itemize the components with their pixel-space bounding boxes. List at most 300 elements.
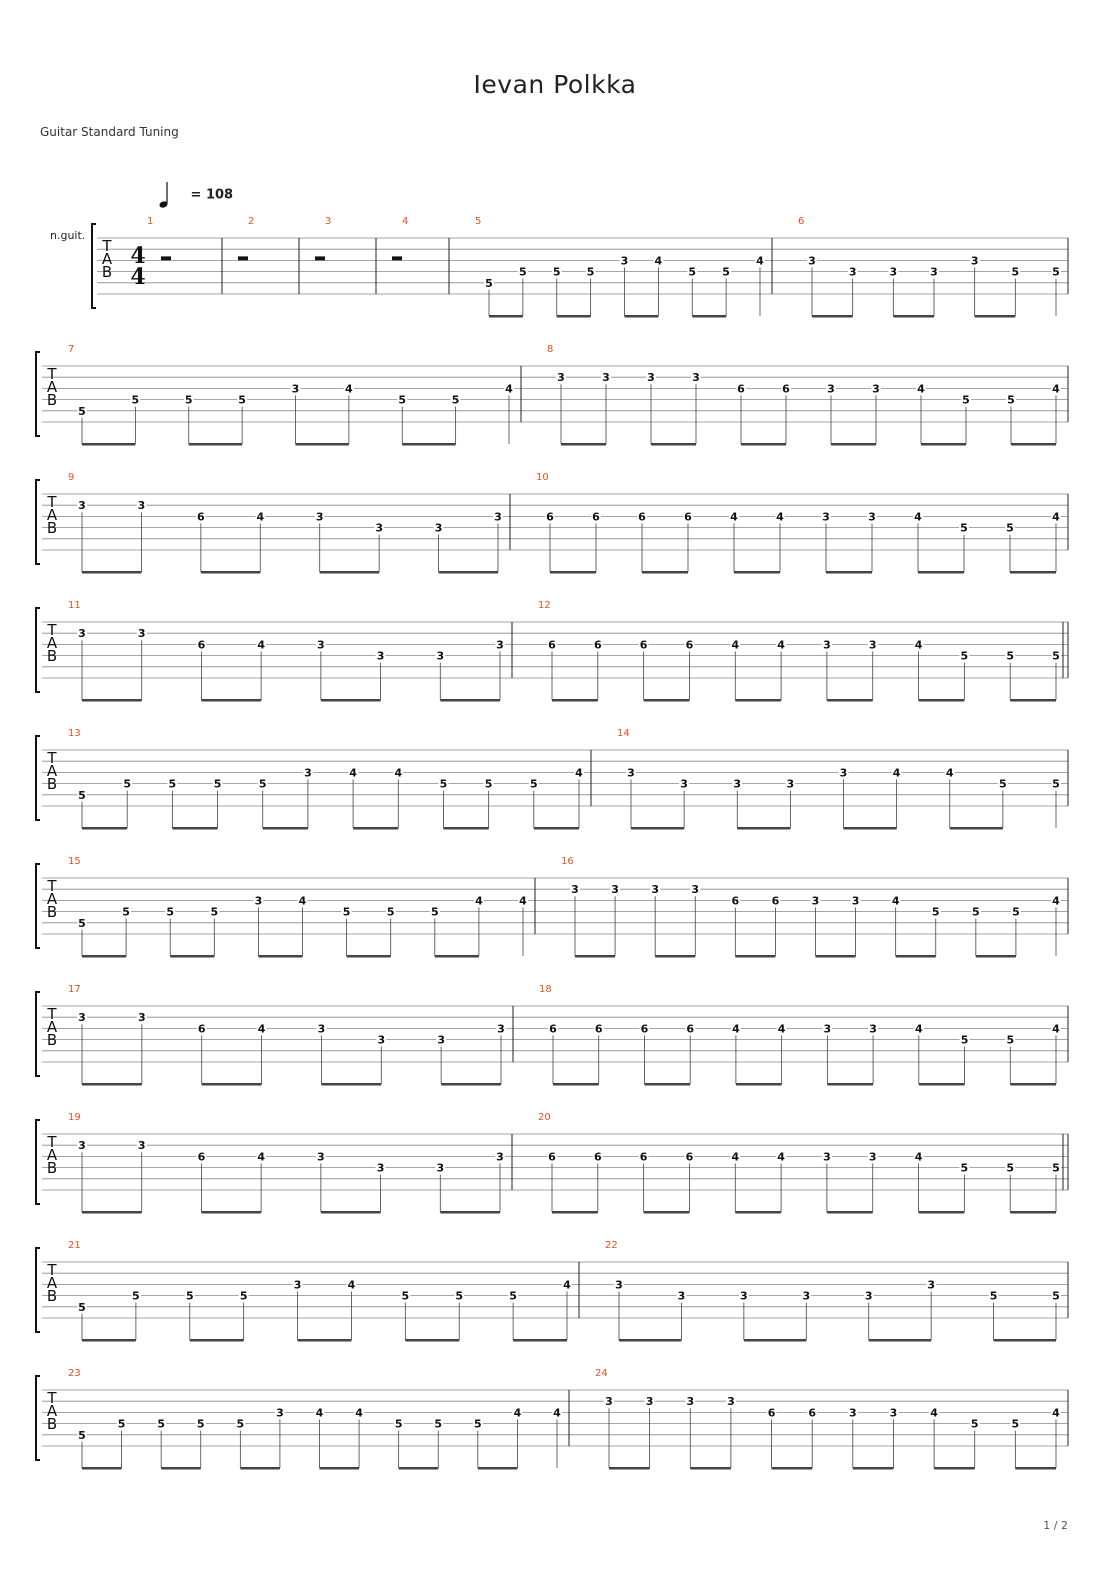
- beam: [919, 699, 965, 702]
- beam: [734, 571, 780, 574]
- beam: [82, 443, 135, 446]
- fret-number: 3: [434, 521, 443, 535]
- fret-number: 4: [776, 510, 784, 524]
- beam: [321, 1083, 381, 1086]
- beam: [441, 1083, 501, 1086]
- beam: [82, 1339, 136, 1342]
- fret-number: 5: [960, 649, 969, 663]
- song-title: Ievan Polkka: [473, 70, 637, 99]
- bar-number: 24: [595, 1368, 608, 1379]
- beam: [202, 1083, 262, 1086]
- fret-number: 5: [552, 265, 561, 279]
- fret-number: 3: [808, 254, 816, 268]
- fret-number: 5: [485, 276, 493, 290]
- fret-number: 3: [872, 382, 880, 396]
- fret-number: 5: [123, 777, 132, 791]
- fret-number: 3: [868, 638, 877, 652]
- fret-number: 6: [684, 510, 692, 524]
- fret-number: 6: [767, 1406, 776, 1420]
- beam: [405, 1339, 459, 1342]
- fret-number: 4: [731, 1150, 740, 1164]
- fret-number: 4: [347, 1278, 356, 1292]
- fret-number: 3: [839, 766, 848, 780]
- fret-number: 4: [914, 638, 923, 652]
- fret-number: 4: [777, 1150, 785, 1164]
- fret-number: 3: [496, 1150, 504, 1164]
- fret-number: 3: [138, 1011, 146, 1025]
- beam: [642, 571, 688, 574]
- beam: [557, 315, 591, 318]
- tab-clef-letter: B: [46, 647, 58, 665]
- fret-number: 4: [756, 254, 764, 268]
- beam: [201, 699, 261, 702]
- fret-number: 5: [931, 905, 940, 919]
- fret-number: 5: [401, 1289, 410, 1303]
- fret-number: 3: [137, 1139, 146, 1153]
- fret-number: 5: [78, 916, 86, 930]
- fret-number: 6: [593, 638, 602, 652]
- fret-number: 4: [519, 894, 527, 908]
- fret-number: 4: [394, 766, 403, 780]
- bar-number: 6: [798, 216, 805, 227]
- tab-clef-letter: B: [46, 391, 58, 409]
- fret-number: 3: [304, 766, 312, 780]
- tab-clef-letter: A: [46, 890, 58, 908]
- beam: [263, 827, 308, 830]
- bar-number: 11: [68, 600, 81, 611]
- fret-number: 3: [615, 1278, 623, 1292]
- beam: [994, 1339, 1056, 1342]
- fret-number: 4: [256, 510, 265, 524]
- fret-number: 3: [889, 1406, 898, 1420]
- beam: [893, 315, 934, 318]
- fret-number: 3: [602, 371, 610, 385]
- tab-system: [36, 856, 1068, 958]
- fret-number: 5: [1052, 649, 1060, 663]
- beam: [440, 699, 500, 702]
- fret-number: 5: [430, 905, 439, 919]
- fret-number: 3: [376, 649, 385, 663]
- beam: [735, 1211, 781, 1214]
- beam: [735, 955, 775, 958]
- instrument-label: n.guit.: [50, 229, 86, 242]
- fret-number: 3: [651, 883, 659, 897]
- fret-number: 6: [639, 638, 648, 652]
- system-bracket: [36, 736, 40, 820]
- beam: [844, 827, 897, 830]
- fret-number: 5: [168, 777, 177, 791]
- beam: [735, 699, 781, 702]
- fret-number: 3: [864, 1289, 873, 1303]
- beam: [950, 827, 1003, 830]
- fret-number: 5: [213, 777, 222, 791]
- fret-number: 4: [730, 510, 738, 524]
- beam: [919, 1211, 965, 1214]
- fret-number: 3: [78, 499, 86, 513]
- beam: [644, 1083, 690, 1086]
- fret-number: 5: [972, 905, 980, 919]
- fret-number: 3: [620, 254, 629, 268]
- fret-number: 3: [293, 1278, 302, 1292]
- fret-number: 4: [257, 638, 265, 652]
- fret-number: 5: [1052, 1289, 1060, 1303]
- fret-number: 3: [496, 638, 504, 652]
- beam: [170, 955, 214, 958]
- fret-number: 4: [553, 1406, 561, 1420]
- fret-number: 3: [291, 382, 300, 396]
- fret-number: 3: [970, 254, 979, 268]
- beam: [190, 1339, 244, 1342]
- beam: [976, 955, 1016, 958]
- beam: [435, 955, 479, 958]
- fret-number: 3: [254, 894, 263, 908]
- fret-number: 5: [962, 393, 970, 407]
- beam: [82, 1083, 142, 1086]
- fret-number: 4: [891, 894, 900, 908]
- bar-number: 12: [538, 600, 551, 611]
- beam: [744, 1339, 806, 1342]
- beam: [161, 1467, 201, 1470]
- beam: [644, 699, 690, 702]
- fret-number: 3: [786, 777, 795, 791]
- fret-number: 4: [1052, 1022, 1060, 1036]
- fret-number: 5: [439, 777, 448, 791]
- tab-clef-letter: T: [47, 1261, 57, 1279]
- tab-clef-letter: B: [101, 263, 113, 281]
- fret-number: 4: [257, 1022, 266, 1036]
- beam: [439, 571, 498, 574]
- fret-number: 4: [575, 766, 583, 780]
- fret-number: 3: [868, 510, 876, 524]
- fret-number: 3: [436, 1161, 445, 1175]
- beam: [298, 1339, 352, 1342]
- fret-number: 3: [848, 265, 857, 279]
- fret-number: 6: [686, 1022, 695, 1036]
- fret-number: 4: [914, 1150, 923, 1164]
- fret-number: 6: [197, 1022, 206, 1036]
- beam: [737, 827, 790, 830]
- beam: [827, 1211, 873, 1214]
- fret-number: 3: [78, 1011, 86, 1025]
- fret-number: 4: [345, 382, 353, 396]
- beam: [827, 1083, 873, 1086]
- beam: [82, 955, 126, 958]
- system-bracket: [36, 608, 40, 692]
- fret-number: 6: [548, 1150, 556, 1164]
- fret-number: 5: [258, 777, 267, 791]
- beam: [550, 571, 596, 574]
- tab-clef-letter: A: [46, 634, 58, 652]
- fret-number: 4: [930, 1406, 938, 1420]
- half-rest: [161, 256, 171, 260]
- fret-number: 4: [1052, 1406, 1060, 1420]
- fret-number: 5: [184, 393, 193, 407]
- fret-number: 5: [1052, 1161, 1060, 1175]
- fret-number: 4: [355, 1406, 363, 1420]
- fret-number: 5: [1011, 1417, 1020, 1431]
- fret-number: 5: [210, 905, 219, 919]
- fret-number: 3: [927, 1278, 935, 1292]
- tab-clef-letter: A: [46, 1146, 58, 1164]
- fret-number: 3: [317, 638, 325, 652]
- fret-number: 5: [451, 393, 460, 407]
- fret-number: 6: [808, 1406, 817, 1420]
- fret-number: 3: [823, 1150, 831, 1164]
- fret-number: 3: [571, 883, 579, 897]
- fret-number: 3: [276, 1406, 284, 1420]
- fret-number: 3: [802, 1289, 811, 1303]
- fret-number: 3: [680, 777, 688, 791]
- time-signature-top: 4: [130, 243, 146, 269]
- tab-system: [36, 1240, 1068, 1342]
- tab-system: [36, 472, 1068, 574]
- fret-number: 5: [78, 1300, 86, 1314]
- fret-number: 5: [1006, 649, 1015, 663]
- bar-number: 4: [402, 216, 409, 227]
- fret-number: 5: [1006, 521, 1014, 535]
- fret-number: 3: [822, 510, 830, 524]
- fret-number: 4: [315, 1406, 324, 1420]
- fret-number: 5: [519, 265, 527, 279]
- fret-number: 3: [740, 1289, 748, 1303]
- fret-number: 3: [605, 1395, 613, 1409]
- tab-system: [36, 600, 1068, 702]
- fret-number: 5: [970, 1417, 979, 1431]
- fret-number: 5: [1007, 393, 1015, 407]
- tab-clef-letter: T: [47, 621, 57, 639]
- beam: [1010, 1211, 1056, 1214]
- fret-number: 6: [593, 1150, 602, 1164]
- fret-number: 3: [437, 1033, 445, 1047]
- fret-number: 5: [78, 1428, 86, 1442]
- fret-number: 6: [737, 382, 745, 396]
- fret-number: 5: [185, 1289, 194, 1303]
- fret-number: 3: [851, 894, 860, 908]
- tab-system: [92, 216, 1068, 318]
- fret-number: 3: [315, 510, 324, 524]
- fret-number: 4: [298, 894, 307, 908]
- beam: [918, 571, 964, 574]
- fret-number: 4: [731, 638, 740, 652]
- fret-number: 5: [166, 905, 175, 919]
- beam: [619, 1339, 681, 1342]
- tab-clef-letter: B: [46, 903, 58, 921]
- tab-clef-letter: B: [46, 775, 58, 793]
- beam: [443, 827, 488, 830]
- fret-number: 3: [727, 1395, 735, 1409]
- fret-number: 6: [592, 510, 600, 524]
- fret-number: 4: [505, 382, 513, 396]
- beam: [296, 443, 349, 446]
- fret-number: 3: [376, 1161, 385, 1175]
- beam: [812, 315, 853, 318]
- fret-number: 3: [645, 1395, 654, 1409]
- beam: [896, 955, 936, 958]
- bar-number: 23: [68, 1368, 81, 1379]
- fret-number: 4: [563, 1278, 571, 1292]
- fret-number: 3: [691, 883, 700, 897]
- fret-number: 5: [236, 1417, 245, 1431]
- tab-system: [36, 1112, 1068, 1214]
- bar-number: 8: [547, 344, 554, 355]
- beam: [478, 1467, 518, 1470]
- tab-clef-letter: T: [47, 749, 57, 767]
- fret-number: 5: [386, 905, 395, 919]
- fret-number: 5: [529, 777, 538, 791]
- tab-clef-letter: B: [46, 1031, 58, 1049]
- fret-number: 6: [546, 510, 554, 524]
- beam: [172, 827, 217, 830]
- fret-number: 5: [78, 788, 86, 802]
- beam: [553, 1083, 599, 1086]
- fret-number: 5: [1012, 905, 1020, 919]
- beam: [561, 443, 606, 446]
- bar-number: 17: [68, 984, 81, 995]
- fret-number: 3: [848, 1406, 857, 1420]
- system-bracket: [36, 1120, 40, 1204]
- beam: [625, 315, 659, 318]
- bar-number: 14: [617, 728, 630, 739]
- fret-number: 3: [827, 382, 835, 396]
- tab-clef-letter: B: [46, 519, 58, 537]
- fret-number: 6: [594, 1022, 603, 1036]
- fret-number: 3: [377, 1033, 386, 1047]
- fret-number: 4: [1052, 510, 1060, 524]
- fret-number: 4: [917, 382, 925, 396]
- beam: [651, 443, 696, 446]
- fret-number: 5: [1052, 265, 1060, 279]
- fret-number: 5: [239, 1289, 248, 1303]
- beam: [82, 1467, 122, 1470]
- tempo-value: = 108: [190, 187, 234, 203]
- bar-number: 13: [68, 728, 81, 739]
- time-signature-bottom: 4: [130, 264, 146, 290]
- fret-number: 4: [777, 1022, 786, 1036]
- beam: [513, 1339, 567, 1342]
- system-bracket: [36, 992, 40, 1076]
- beam: [934, 1467, 975, 1470]
- fret-number: 4: [892, 766, 901, 780]
- beam: [921, 443, 966, 446]
- bar-number: 7: [68, 344, 75, 355]
- fret-number: 5: [1011, 265, 1020, 279]
- beam: [440, 1211, 500, 1214]
- bar-number: 19: [68, 1112, 81, 1123]
- fret-number: 5: [688, 265, 697, 279]
- fret-number: 5: [586, 265, 595, 279]
- beam: [189, 443, 242, 446]
- beam: [831, 443, 876, 446]
- fret-number: 3: [733, 777, 742, 791]
- tab-clef-letter: B: [46, 1159, 58, 1177]
- bar-number: 21: [68, 1240, 81, 1251]
- beam: [552, 699, 598, 702]
- bar-number: 2: [248, 216, 255, 227]
- beam: [82, 1211, 142, 1214]
- fret-number: 6: [548, 638, 556, 652]
- tab-clef-letter: T: [47, 365, 57, 383]
- system-bracket: [36, 1376, 40, 1460]
- beam: [320, 571, 379, 574]
- fret-number: 3: [78, 1139, 86, 1153]
- fret-number: 3: [78, 627, 86, 641]
- beam: [975, 315, 1016, 318]
- fret-number: 5: [960, 1033, 969, 1047]
- tab-clef-letter: T: [47, 493, 57, 511]
- tab-clef-letter: T: [47, 1005, 57, 1023]
- beam: [826, 571, 872, 574]
- fret-number: 6: [638, 510, 646, 524]
- fret-number: 3: [494, 510, 502, 524]
- fret-number: 3: [137, 627, 146, 641]
- fret-number: 5: [509, 1289, 517, 1303]
- fret-number: 6: [197, 510, 205, 524]
- fret-number: 3: [868, 1150, 877, 1164]
- fret-number: 3: [930, 265, 938, 279]
- beam: [631, 827, 684, 830]
- bar-number: 20: [538, 1112, 551, 1123]
- page-number: 1 / 2: [1043, 1519, 1068, 1532]
- fret-number: 4: [257, 1150, 265, 1164]
- beam: [690, 1467, 731, 1470]
- bar-number: 10: [536, 472, 549, 483]
- beam: [399, 1467, 439, 1470]
- tuning-label: Guitar Standard Tuning: [40, 125, 179, 139]
- beam: [321, 699, 381, 702]
- tab-clef-letter: T: [102, 237, 112, 255]
- tab-clef-letter: B: [46, 1287, 58, 1305]
- beam: [919, 1083, 965, 1086]
- fret-number: 3: [611, 883, 619, 897]
- tab-system: [36, 728, 1068, 830]
- tab-clef-letter: T: [47, 1133, 57, 1151]
- fret-number: 5: [999, 777, 1007, 791]
- tab-clef-letter: A: [46, 1274, 58, 1292]
- fret-number: 5: [1006, 1033, 1015, 1047]
- fret-number: 5: [989, 1289, 998, 1303]
- beam: [772, 1467, 813, 1470]
- beam: [575, 955, 615, 958]
- tab-clef-letter: A: [46, 1402, 58, 1420]
- fret-number: 5: [196, 1417, 205, 1431]
- fret-number: 5: [474, 1417, 482, 1431]
- fret-number: 3: [627, 766, 635, 780]
- fret-number: 4: [349, 766, 357, 780]
- beam: [816, 955, 856, 958]
- beam: [489, 315, 523, 318]
- beam: [347, 955, 391, 958]
- fret-number: 5: [398, 393, 407, 407]
- beam: [644, 1211, 690, 1214]
- beam: [258, 955, 302, 958]
- beam: [82, 571, 141, 574]
- bar-number: 22: [605, 1240, 618, 1251]
- fret-number: 6: [685, 1150, 694, 1164]
- fret-number: 3: [692, 371, 700, 385]
- system-bracket: [36, 864, 40, 948]
- system-bracket: [36, 480, 40, 564]
- fret-number: 4: [732, 1022, 740, 1036]
- tab-clef-letter: B: [46, 1415, 58, 1433]
- beam: [353, 827, 398, 830]
- fret-number: 5: [960, 521, 968, 535]
- system-bracket: [92, 224, 96, 308]
- fret-number: 5: [117, 1417, 126, 1431]
- fret-number: 5: [394, 1417, 403, 1431]
- fret-number: 6: [640, 1022, 649, 1036]
- tab-clef-letter: A: [46, 378, 58, 396]
- tab-system: [36, 984, 1068, 1086]
